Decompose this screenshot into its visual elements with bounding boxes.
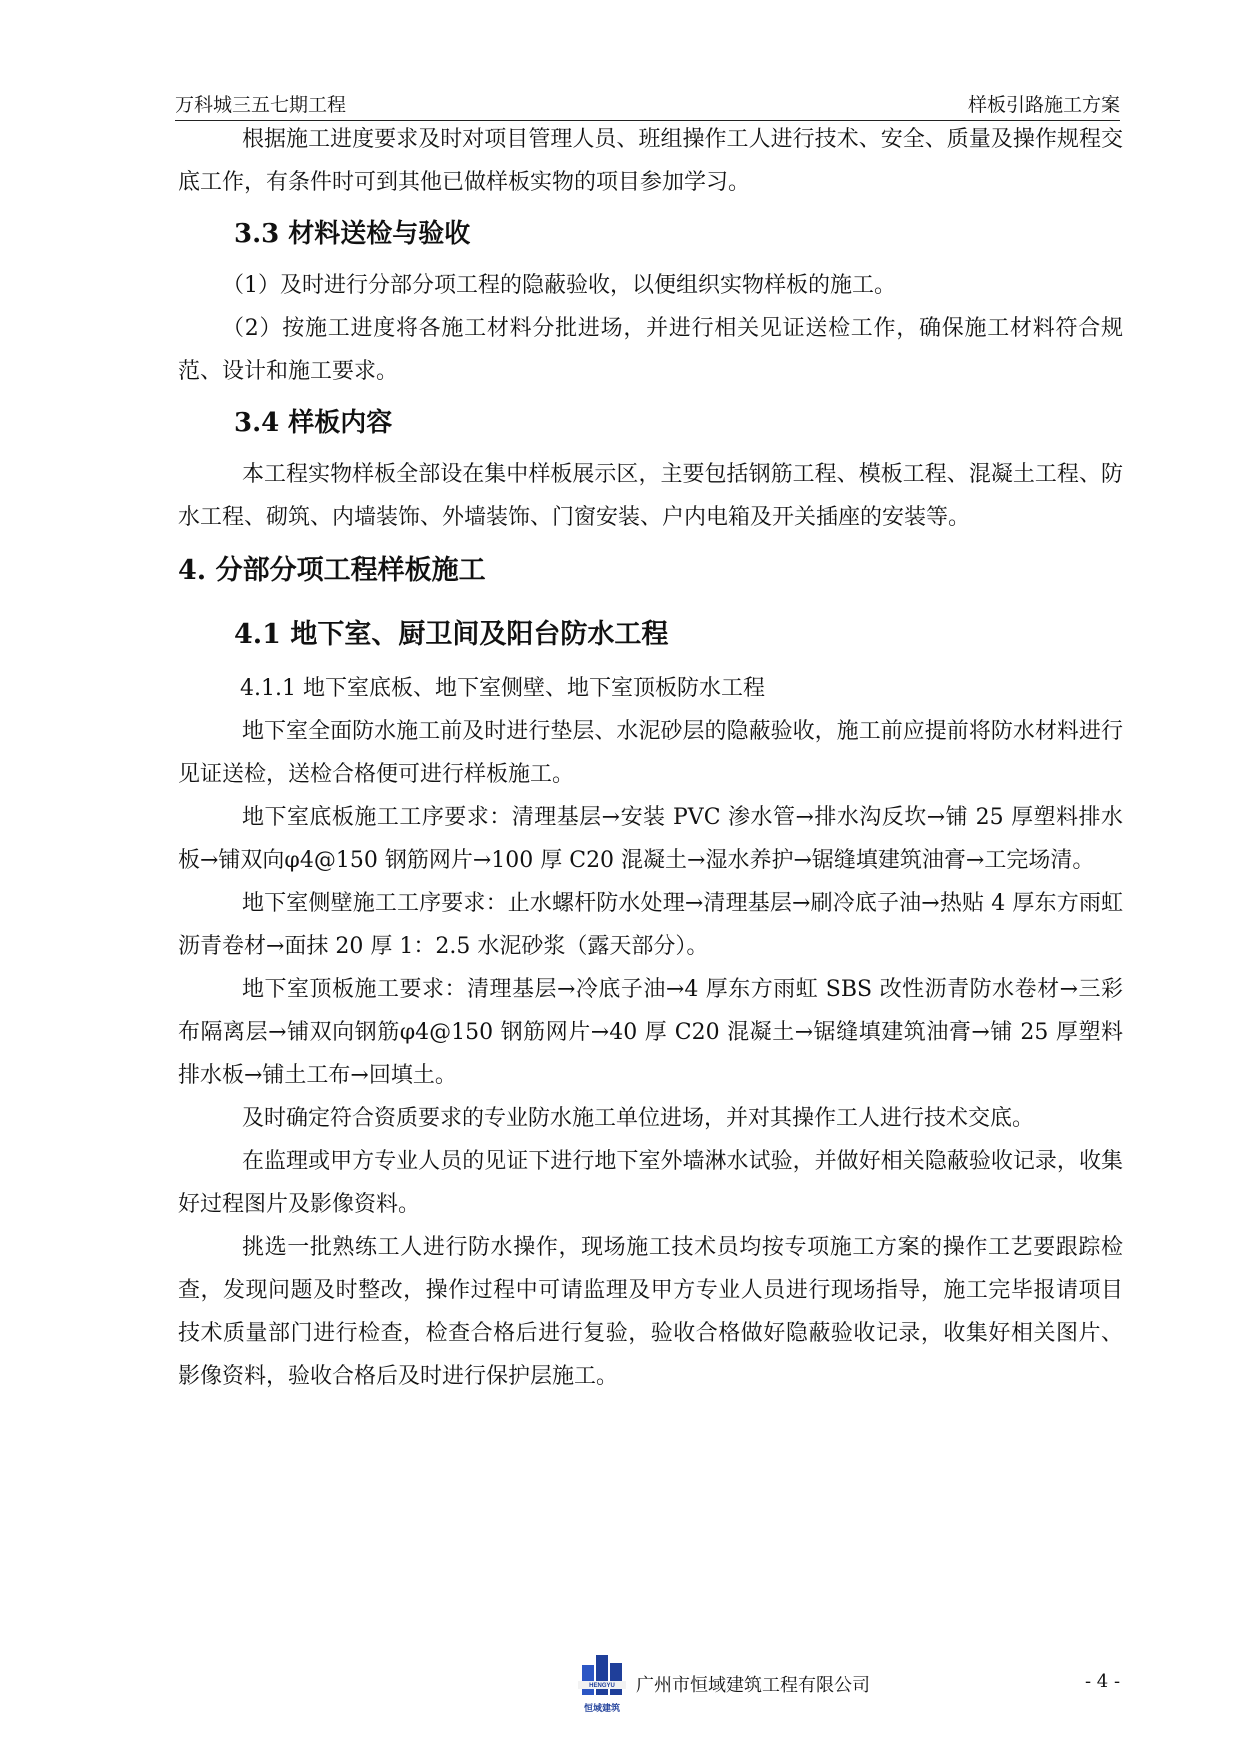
- page-header: [175, 86, 1120, 121]
- paragraph: 地下室顶板施工要求：清理基层→冷底子油→4 厚东方雨虹 SBS 改性沥青防水卷材→三彩布隔离层→铺双向钢筋φ4@150 钢筋网片→40 厚 C20 混凝土→锯缝填建筑油膏→铺 25 厚塑料排水板→铺土工布→回填土。: [178, 977, 1123, 1088]
- paragraph: 地下室底板施工工序要求：清理基层→安装 PVC 渗水管→排水沟反坎→铺 25 厚塑料排水板→铺双向φ4@150 钢筋网片→100 厚 C20 混凝土→湿水养护→锯缝填建筑油膏→工完场清。: [178, 805, 1123, 873]
- paragraph: 本工程实物样板全部设在集中样板展示区，主要包括钢筋工程、模板工程、混凝土工程、防水工程、砌筑、内墙装饰、外墙装饰、门窗安装、户内电箱及开关插座的安装等。: [178, 462, 1123, 530]
- section-heading-3-3: 3.3 材料送检与验收: [234, 219, 471, 249]
- document-body: [178, 118, 1123, 1398]
- paragraph: 及时确定符合资质要求的专业防水施工单位进场，并对其操作工人进行技术交底。: [242, 1106, 1035, 1131]
- paragraph: 地下室全面防水施工前及时进行垫层、水泥砂层的隐蔽验收，施工前应提前将防水材料进行见证送检，送检合格便可进行样板施工。: [178, 719, 1123, 787]
- header-project-name: 万科城三五七期工程: [175, 94, 347, 116]
- paragraph: （2）按施工进度将各施工材料分批进场，并进行相关见证送检工作，确保施工材料符合规范、设计和施工要求。: [178, 316, 1123, 384]
- paragraph: 在监理或甲方专业人员的见证下进行地下室外墙淋水试验，并做好相关隐蔽验收记录，收集好过程图片及影像资料。: [178, 1149, 1123, 1217]
- section-heading-3-4: 3.4 样板内容: [234, 408, 393, 438]
- page-footer: [0, 1655, 1241, 1735]
- section-heading-4-1: 4.1 地下室、厨卫间及阳台防水工程: [234, 619, 669, 650]
- paragraph: （1）及时进行分部分项工程的隐蔽验收，以便组织实物样板的施工。: [222, 273, 896, 298]
- header-document-title: 样板引路施工方案: [967, 94, 1120, 116]
- subsection-heading-4-1-1: 4.1.1 地下室底板、地下室侧壁、地下室顶板防水工程: [240, 676, 765, 701]
- page-number: - 4 -: [1085, 1671, 1121, 1692]
- logo-text-en: HENGYU: [589, 1683, 615, 1689]
- paragraph: 地下室侧壁施工工序要求：止水螺杆防水处理→清理基层→刷冷底子油→热贴 4 厚东方雨虹沥青卷材→面抹 20 厚 1：2.5 水泥砂浆（露天部分）。: [178, 891, 1123, 959]
- logo-text-cn: 恒域建筑: [583, 1704, 621, 1714]
- company-name: 广州市恒域建筑工程有限公司: [636, 1675, 870, 1696]
- company-logo: [578, 1655, 626, 1719]
- paragraph: 挑选一批熟练工人进行防水操作，现场施工技术员均按专项施工方案的操作工艺要跟踪检查，发现问题及时整改，操作过程中可请监理及甲方专业人员进行现场指导，施工完毕报请项目技术质量部门进行检查，检查合格后进行复验，验收合格做好隐蔽验收记录，收集好相关图片、影像资料，验收合格后及时进行保护层施工。: [178, 1235, 1123, 1389]
- chapter-heading-4: 4. 分部分项工程样板施工: [178, 555, 486, 586]
- paragraph: 根据施工进度要求及时对项目管理人员、班组操作工人进行技术、安全、质量及操作规程交底工作，有条件时可到其他已做样板实物的项目参加学习。: [178, 127, 1123, 195]
